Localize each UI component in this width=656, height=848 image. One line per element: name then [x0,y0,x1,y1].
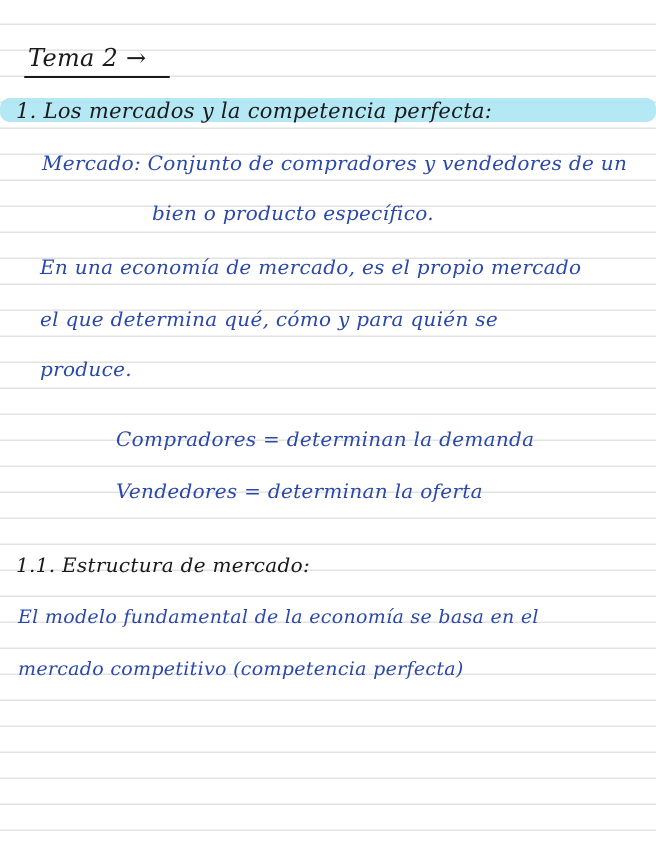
definition-line-2: bien o producto específico. [152,201,434,225]
sellers-line: Vendedores = determinan la oferta [116,479,483,503]
page-title: Tema 2 → [28,44,147,72]
model-line-2: mercado competitivo (competencia perfecta) [18,658,464,680]
buyers-line: Compradores = determinan la demanda [116,427,535,451]
section-heading-2: 1.1. Estructura de mercado: [16,553,310,577]
section-heading-1: 1. Los mercados y la competencia perfecta: [16,99,493,123]
model-line-1: El modelo fundamental de la economía se basa en el [18,606,539,628]
definition-line-1: Mercado: Conjunto de compradores y vendedores de un [42,151,628,175]
paragraph-line-1: En una economía de mercado, es el propio mercado [40,255,582,279]
title-underline [24,76,170,78]
paragraph-line-2: el que determina qué, cómo y para quién se [40,307,498,331]
paragraph-line-3: produce. [40,357,132,381]
